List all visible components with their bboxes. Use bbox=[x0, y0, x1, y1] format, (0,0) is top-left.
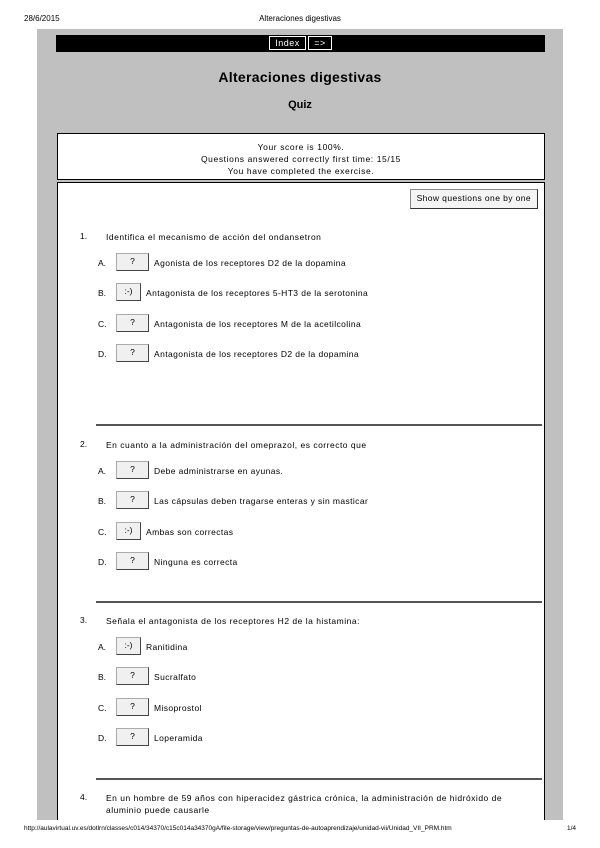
feedback-box bbox=[57, 133, 545, 180]
answer-text: Loperamida bbox=[154, 733, 203, 743]
answer-text: Sucralfato bbox=[154, 672, 197, 682]
answer-text: Ninguna es correcta bbox=[154, 557, 238, 567]
index-button[interactable]: Index bbox=[269, 36, 306, 50]
answer-button[interactable]: ? bbox=[116, 552, 149, 570]
answer-row bbox=[98, 283, 528, 303]
answer-letter: D. bbox=[98, 557, 107, 567]
answer-button[interactable]: :-) bbox=[116, 637, 141, 655]
question-text: En cuanto a la administración del omeprazol, es correcto que bbox=[106, 440, 367, 450]
answer-button[interactable]: ? bbox=[116, 491, 149, 509]
answer-row bbox=[98, 698, 528, 718]
answer-text: Agonista de los receptores D2 de la dopamina bbox=[154, 258, 346, 268]
answer-letter: B. bbox=[98, 288, 107, 298]
answer-letter: C. bbox=[98, 703, 107, 713]
answer-row bbox=[98, 728, 528, 748]
answer-row bbox=[98, 552, 528, 572]
question-number: 1. bbox=[80, 231, 88, 241]
answer-button[interactable]: ? bbox=[116, 314, 149, 332]
answer-row bbox=[98, 253, 528, 273]
answer-button[interactable]: :-) bbox=[116, 522, 141, 540]
answer-letter: B. bbox=[98, 496, 107, 506]
question-divider bbox=[96, 424, 542, 426]
answer-row bbox=[98, 344, 528, 364]
questions-panel bbox=[57, 182, 545, 820]
score-text: Your score is 100%. bbox=[257, 142, 345, 152]
answer-letter: A. bbox=[98, 258, 107, 268]
answer-letter: A. bbox=[98, 466, 107, 476]
nav-bar bbox=[56, 35, 545, 52]
print-url: http://aulavirtual.uv.es/dotlrn/classes/c014/34370/c15c014a34370gA/file-storage/view/preguntas-de-autoaprendizaje/unidad-vii/Unidad_VII_PRM.htm bbox=[24, 825, 452, 832]
answer-button[interactable]: :-) bbox=[116, 283, 141, 301]
question-number: 2. bbox=[80, 439, 88, 449]
show-one-by-one-button[interactable]: Show questions one by one bbox=[410, 189, 538, 209]
question-text: En un hombre de 59 años con hiperacidez gástrica crónica, la administración de hidróxido de aluminio puede causarle bbox=[106, 793, 503, 815]
answer-row bbox=[98, 667, 528, 687]
next-button[interactable]: => bbox=[308, 36, 332, 50]
print-header bbox=[24, 14, 576, 26]
answer-text: Debe administrarse en ayunas. bbox=[154, 466, 284, 476]
answer-letter: D. bbox=[98, 733, 107, 743]
answer-button[interactable]: ? bbox=[116, 461, 149, 479]
answer-row bbox=[98, 637, 528, 657]
completed-text: You have completed the exercise. bbox=[227, 166, 375, 176]
answer-text: Las cápsulas deben tragarse enteras y sin masticar bbox=[154, 496, 369, 506]
question-number: 4. bbox=[80, 792, 88, 802]
answer-button[interactable]: ? bbox=[116, 728, 149, 746]
answer-row bbox=[98, 522, 528, 542]
print-footer bbox=[24, 825, 576, 835]
page-title: Alteraciones digestivas bbox=[218, 69, 382, 85]
answer-text: Misoprostol bbox=[154, 703, 202, 713]
print-title: Alteraciones digestivas bbox=[259, 14, 341, 23]
answer-letter: D. bbox=[98, 349, 107, 359]
print-date: 28/6/2015 bbox=[24, 14, 60, 23]
answer-button[interactable]: ? bbox=[116, 698, 149, 716]
question-text: Señala el antagonista de los receptores H2 de la histamina: bbox=[106, 616, 360, 626]
answer-row bbox=[98, 314, 528, 334]
answer-button[interactable]: ? bbox=[116, 667, 149, 685]
answer-text: Ranitidina bbox=[146, 642, 188, 652]
answer-text: Antagonista de los receptores M de la acetilcolina bbox=[154, 319, 362, 329]
first-time-text: Questions answered correctly first time: 15/15 bbox=[200, 154, 402, 164]
answer-text: Antagonista de los receptores 5-HT3 de la serotonina bbox=[146, 288, 369, 298]
answer-row bbox=[98, 461, 528, 481]
answer-row bbox=[98, 491, 528, 511]
question-number: 3. bbox=[80, 615, 88, 625]
question-divider bbox=[96, 601, 542, 603]
page-subtitle: Quiz bbox=[288, 99, 312, 111]
answer-button[interactable]: ? bbox=[116, 253, 149, 271]
page-number: 1/4 bbox=[566, 825, 576, 832]
answer-letter: B. bbox=[98, 672, 107, 682]
answer-letter: A. bbox=[98, 642, 107, 652]
question-text: Identifica el mecanismo de acción del ondansetron bbox=[106, 232, 322, 242]
question-divider bbox=[96, 778, 542, 780]
quiz-page bbox=[37, 29, 563, 820]
answer-letter: C. bbox=[98, 319, 107, 329]
answer-button[interactable]: ? bbox=[116, 344, 149, 362]
answer-letter: C. bbox=[98, 527, 107, 537]
answer-text: Antagonista de los receptores D2 de la dopamina bbox=[154, 349, 359, 359]
answer-text: Ambas son correctas bbox=[146, 527, 234, 537]
